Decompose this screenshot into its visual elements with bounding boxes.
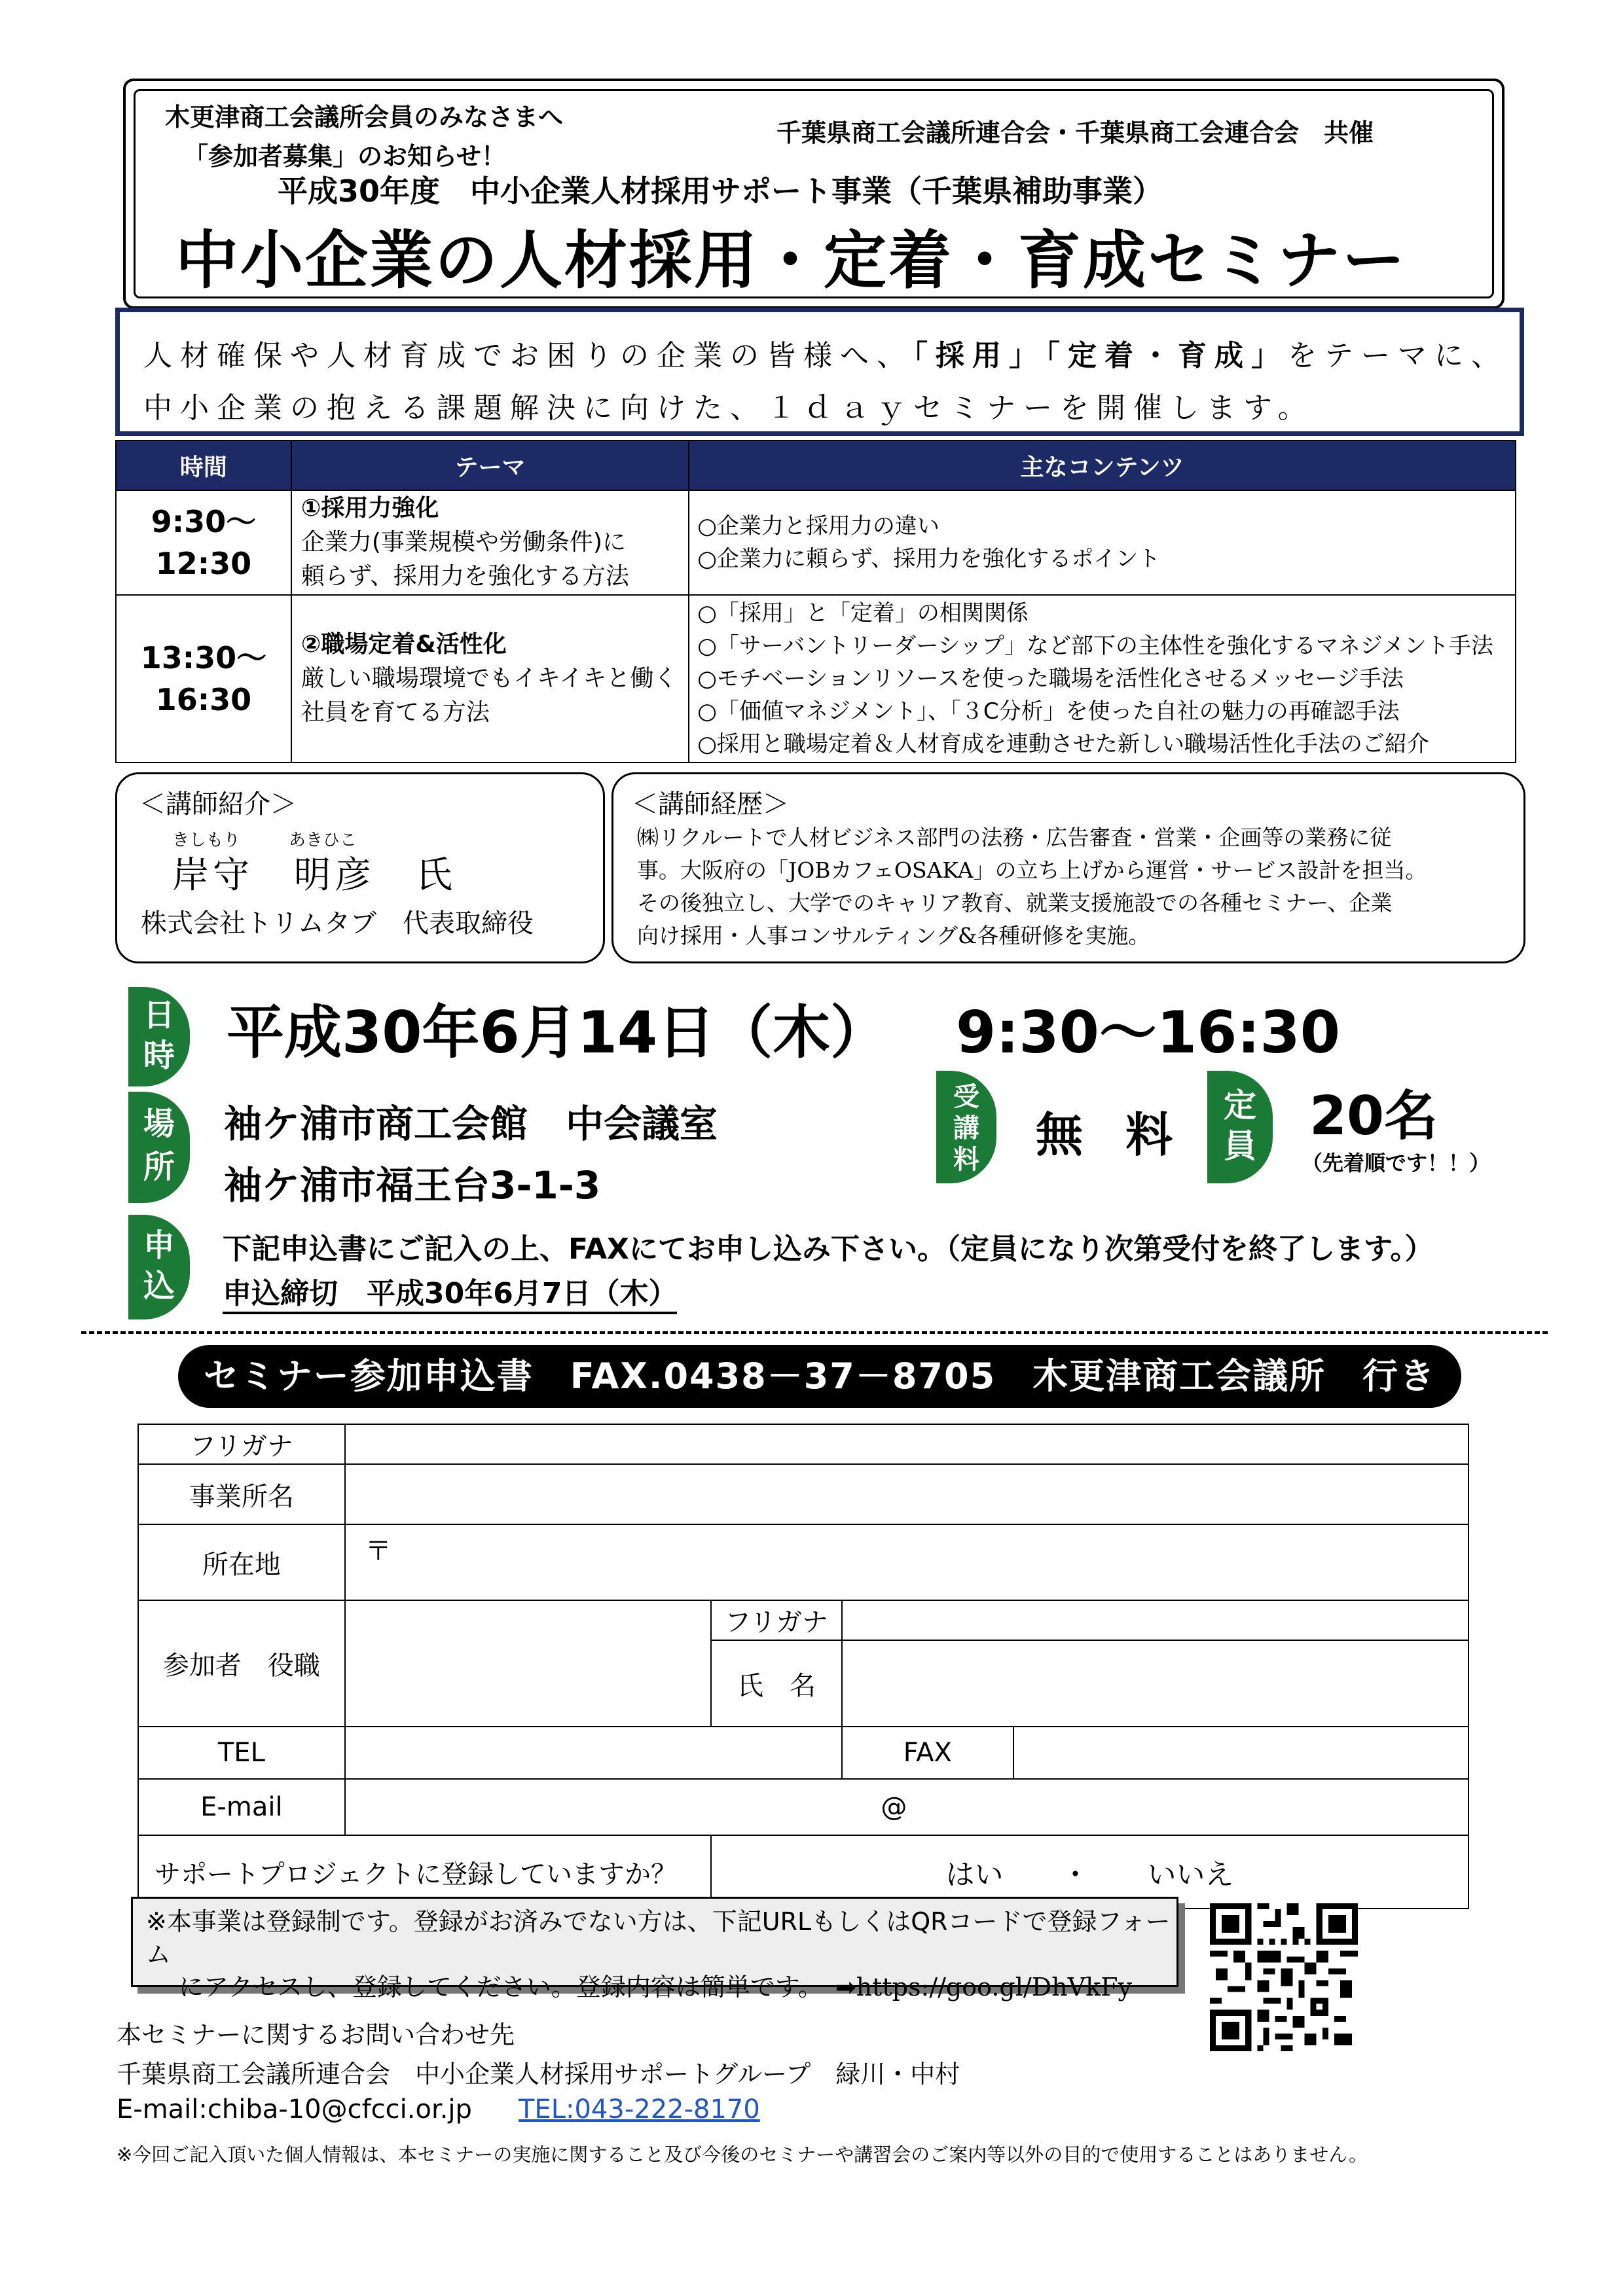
career-line: 向け採用・人事コンサルティング&各種研修を実施。 xyxy=(637,923,1150,948)
email-field[interactable] xyxy=(345,1779,1468,1835)
career-line: ㈱リクルートで人材ビジネス部門の法務・広告審査・営業・企画等の業務に従 xyxy=(637,825,1392,850)
capacity-value: 20名 xyxy=(1309,1085,1438,1147)
tag-char: 日 xyxy=(143,997,175,1033)
registration-note xyxy=(131,1897,1178,2001)
tag-char: 時 xyxy=(143,1037,175,1074)
address-field[interactable] xyxy=(345,1524,1468,1600)
capacity-note: （先着順です！！） xyxy=(1302,1151,1491,1175)
address: 袖ケ浦市福王台3-1-3 xyxy=(224,1163,601,1208)
tag-char: 申 xyxy=(143,1227,175,1264)
event-date: 平成30年6月14日（木） xyxy=(227,999,888,1066)
note-line: ※本事業は登録制です。登録がお済みでない方は、下記URLもしくはQRコードで登録フォーム xyxy=(146,1907,1171,1969)
career-text xyxy=(637,821,1427,952)
at-mark: @ xyxy=(881,1792,907,1822)
application-banner: セミナー参加申込書 FAX.0438－37－8705 木更津商工会議所 行き xyxy=(178,1345,1461,1408)
position-field[interactable] xyxy=(345,1600,711,1727)
tag-char: 料 xyxy=(953,1145,979,1175)
form-row xyxy=(138,1464,1468,1524)
lecturer-box xyxy=(115,772,605,963)
fax-field[interactable] xyxy=(1013,1727,1468,1779)
intro-line-1b: 「採用」「定着・育成」 xyxy=(913,339,1288,372)
theme-desc: 頼らず、採用力を強化する方法 xyxy=(301,563,629,590)
intro-line-2: 中小企業の抱える課題解決に向けた、１ｄａｙセミナーを開催します。 xyxy=(143,391,1315,425)
application-form xyxy=(137,1424,1469,1909)
ruby-last: きしもり xyxy=(172,831,241,850)
contents-cell xyxy=(689,595,1516,762)
header-theme: テーマ xyxy=(291,440,689,490)
name-field[interactable] xyxy=(842,1640,1468,1727)
subtitle: 平成30年度 中小企業人材採用サポート事業（千葉県補助事業） xyxy=(278,173,1163,209)
tag-char: 講 xyxy=(953,1113,979,1143)
content-item: ○企業力に頼らず、採用力を強化するポイント xyxy=(697,546,1161,572)
theme-desc: 社員を育てる方法 xyxy=(301,699,490,726)
time-end: 12:30 xyxy=(155,546,252,581)
page-title: 中小企業の人材採用・定着・育成セミナー xyxy=(175,224,1407,297)
content-item: ○「採用」と「定着」の相関関係 xyxy=(697,600,1029,626)
time-cell xyxy=(116,490,291,595)
career-box xyxy=(611,772,1525,963)
capacity-tag xyxy=(1207,1071,1273,1183)
tag-char: 受 xyxy=(953,1082,979,1112)
date-tag xyxy=(128,987,190,1086)
tel-field[interactable] xyxy=(345,1727,842,1779)
tag-char: 所 xyxy=(143,1149,175,1185)
form-row xyxy=(138,1424,1468,1464)
lecturer-company: 株式会社トリムタブ 代表取締役 xyxy=(141,908,534,939)
theme-title: ①採用力強化 xyxy=(301,495,439,522)
deadline: 申込締切 平成30年6月7日（木） xyxy=(223,1270,677,1314)
fee-tag xyxy=(936,1071,996,1183)
company-furigana-field[interactable] xyxy=(345,1424,1468,1464)
time-cell xyxy=(116,595,291,762)
lecturer-heading: ＜講師紹介＞ xyxy=(139,789,297,819)
company-label: 事業所名 xyxy=(138,1464,345,1524)
time-end: 16:30 xyxy=(155,682,252,717)
venue: 袖ケ浦市商工会館 中会議室 xyxy=(224,1102,718,1146)
career-line: 事。大阪府の「JOBカフェOSAKA」の立ち上げから運営・サービス設計を担当。 xyxy=(637,857,1427,883)
time-start: 9:30～ xyxy=(151,504,257,539)
privacy-notice: ※今回ご記入頂いた個人情報は、本セミナーの実施に関すること及び今後のセミナーや講習会のご案内等以外の目的で使用することはありません。 xyxy=(117,2144,1368,2166)
theme-cell xyxy=(291,490,689,595)
form-row xyxy=(138,1727,1468,1779)
tag-char: 員 xyxy=(1224,1127,1256,1165)
theme-title: ②職場定着&活性化 xyxy=(301,631,507,658)
apply-tag xyxy=(128,1215,190,1319)
theme-desc: 企業力(事業規模や労働条件)に xyxy=(301,529,626,556)
intro-line-1c: をテーマに、 xyxy=(1288,339,1508,372)
tag-char: 定 xyxy=(1224,1086,1256,1124)
career-heading: ＜講師経歴＞ xyxy=(632,789,789,819)
theme-cell xyxy=(291,595,689,762)
content-item: ○「サーバントリーダーシップ」など部下の主体性を強化するマネジメント手法 xyxy=(697,633,1493,659)
registration-url[interactable]: https://goo.gl/DhVkFy xyxy=(856,1973,1132,2001)
content-item: ○採用と職場定着＆人材育成を連動させた新しい職場活性化手法のご紹介 xyxy=(697,731,1429,757)
address-label: 所在地 xyxy=(138,1524,345,1600)
tel-label: TEL xyxy=(138,1727,345,1779)
postal-mark: 〒 xyxy=(365,1536,392,1566)
audience-text: 木更津商工会議所会員のみなさまへ xyxy=(165,103,564,132)
contact-heading: 本セミナーに関するお問い合わせ先 xyxy=(117,2020,515,2049)
fee-value: 無 料 xyxy=(1036,1107,1186,1162)
content-item: ○モチベーションリソースを使った職場を活性化させるメッセージ手法 xyxy=(697,666,1404,692)
tag-char: 場 xyxy=(143,1105,175,1142)
intro-line-1a: 人材確保や人材育成でお困りの企業の皆様へ、 xyxy=(143,339,913,372)
registration-question: サポートプロジェクトに登録していますか？ xyxy=(138,1835,711,1909)
contact-org: 千葉県商工会議所連合会 中小企業人材採用サポートグループ 緑川・中村 xyxy=(117,2060,960,2089)
contents-cell xyxy=(689,490,1516,595)
participant-label: 参加者 役職 xyxy=(138,1600,345,1727)
note-line xyxy=(146,1971,1176,2003)
name-label: 氏 名 xyxy=(711,1640,842,1727)
form-row xyxy=(138,1600,1468,1640)
schedule-row xyxy=(116,595,1516,762)
furigana-label: フリガナ xyxy=(711,1600,842,1640)
company-field[interactable] xyxy=(345,1464,1468,1524)
qr-code-icon[interactable] xyxy=(1210,1903,1358,2051)
intro-line-1 xyxy=(143,332,1508,374)
registration-answer[interactable]: はい ・ いいえ xyxy=(711,1835,1468,1909)
header-contents: 主なコンテンツ xyxy=(689,440,1516,490)
intro-box xyxy=(115,308,1524,436)
content-item: ○企業力と採用力の違い xyxy=(697,513,939,539)
email-label: E-mail xyxy=(138,1779,345,1835)
place-tag xyxy=(128,1092,190,1203)
theme-desc: 厳しい職場環境でもイキイキと働く xyxy=(301,665,678,692)
organizers-text: 千葉県商工会議所連合会・千葉県商工会連合会 共催 xyxy=(776,118,1374,147)
contact-tel-link[interactable]: TEL:043-222-8170 xyxy=(519,2094,760,2125)
note-line-text: にアクセスし、登録してください。登録内容は簡単です。 ➡ xyxy=(179,1973,856,2001)
furigana-label: フリガナ xyxy=(138,1424,345,1464)
event-time: 9:30～16:30 xyxy=(956,999,1340,1066)
recruit-text: 「参加者募集」のお知らせ！ xyxy=(183,142,506,171)
name-furigana-field[interactable] xyxy=(842,1600,1468,1640)
ruby-first: あきひこ xyxy=(289,831,357,850)
form-row xyxy=(138,1779,1468,1835)
schedule-header-row xyxy=(116,440,1516,490)
time-start: 13:30～ xyxy=(140,640,267,675)
header-time: 時間 xyxy=(116,440,291,490)
schedule-row xyxy=(116,490,1516,595)
tag-char: 込 xyxy=(143,1268,175,1304)
contact-email[interactable]: E-mail:chiba-10@cfcci.or.jp xyxy=(117,2094,472,2125)
schedule-table xyxy=(115,440,1516,763)
cut-line xyxy=(81,1331,1548,1334)
lecturer-name: 岸守 明彦 氏 xyxy=(172,854,456,897)
apply-instructions: 下記申込書にご記入の上、FAXにてお申し込み下さい。（定員になり次第受付を終了します。） xyxy=(223,1232,1434,1266)
content-item: ○「価値マネジメント」、「３C分析」を使った自社の魅力の再確認手法 xyxy=(697,698,1400,725)
form-row xyxy=(138,1524,1468,1600)
fax-label: FAX xyxy=(842,1727,1013,1779)
career-line: その後独立し、大学でのキャリア教育、就業支援施設での各種セミナー、企業 xyxy=(637,890,1393,916)
